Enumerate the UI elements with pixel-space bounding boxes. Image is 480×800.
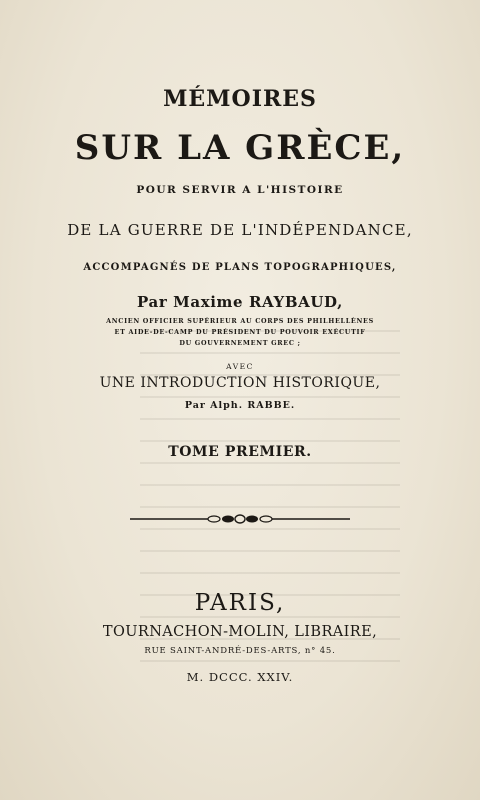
imprint-city: PARIS,	[194, 590, 286, 616]
title-line-4: DE LA GUERRE DE L'INDÉPENDANCE,	[67, 221, 413, 239]
avec-label: AVEC	[226, 362, 254, 371]
author-role-line-1: ANCIEN OFFICIER SUPÉRIEUR AU CORPS DES PHILHELLÈNES	[106, 317, 374, 325]
title-line-3: POUR SERVIR A L'HISTOIRE	[136, 184, 344, 196]
imprint-year: M. DCCC. XXIV.	[186, 670, 294, 684]
volume-label: TOME PREMIER.	[168, 444, 312, 460]
author-byline: Par Maxime RAYBAUD,	[137, 293, 343, 311]
introduction-title: UNE INTRODUCTION HISTORIQUE,	[99, 375, 381, 391]
author-role-line-3: DU GOUVERNEMENT GREC ;	[179, 339, 301, 347]
imprint-address: RUE SAINT-ANDRÉ-DES-ARTS, n° 45.	[144, 646, 336, 656]
title-line-1: MÉMOIRES	[163, 86, 317, 112]
subtitle: ACCOMPAGNÉS DE PLANS TOPOGRAPHIQUES,	[83, 262, 397, 273]
title-line-2: SUR LA GRÈCE,	[74, 128, 406, 168]
ornament-rule-icon	[128, 512, 352, 526]
imprint-publisher: TOURNACHON-MOLIN, LIBRAIRE,	[102, 624, 378, 640]
author-role-line-2: ET AIDE-DE-CAMP DU PRÉSIDENT DU POUVOIR EXÉCUTIF	[114, 328, 366, 336]
introduction-author: Par Alph. RABBE.	[184, 400, 296, 411]
